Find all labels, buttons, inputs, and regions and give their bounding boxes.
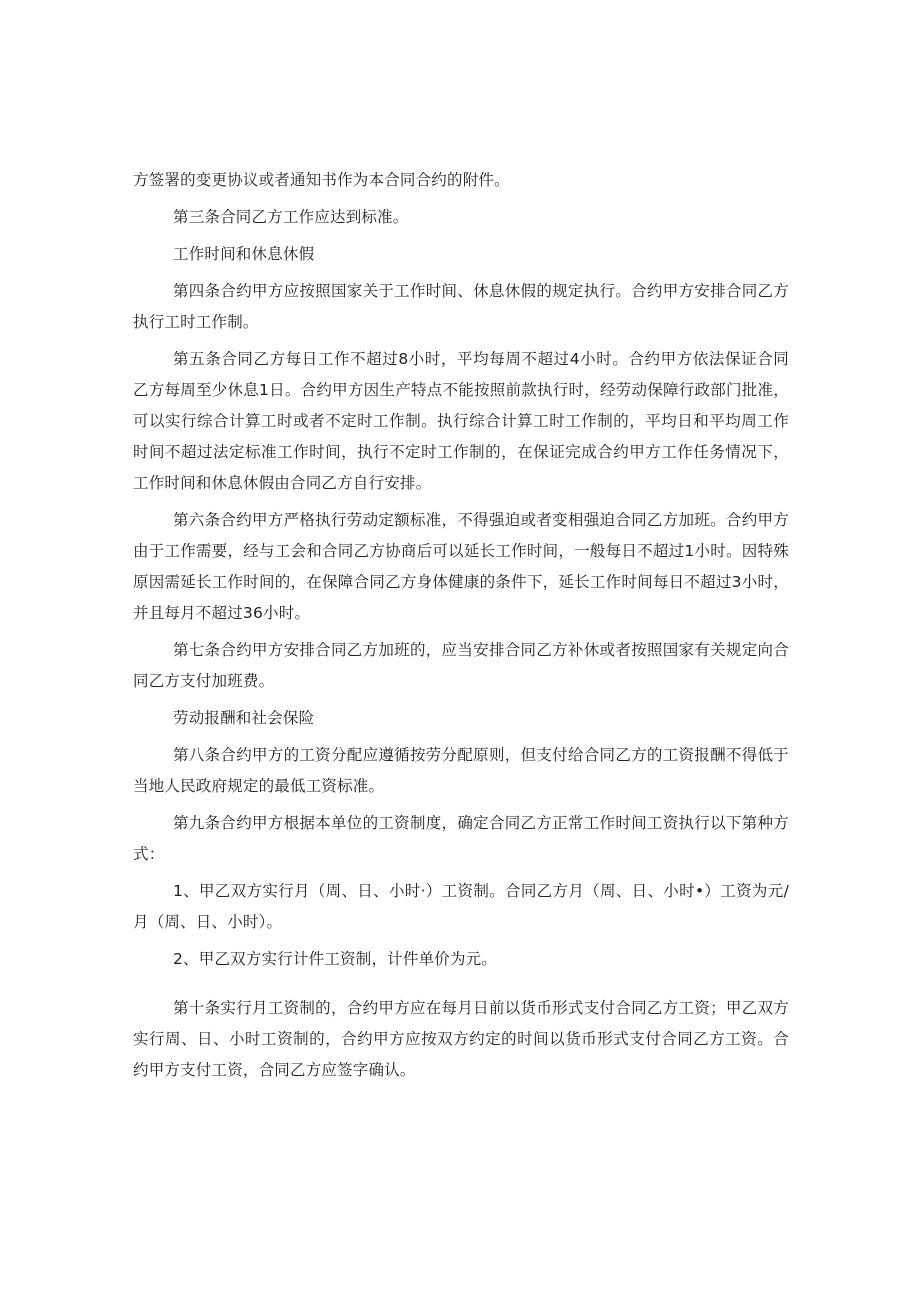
list-item-option-2: 2、甲乙双方实行计件工资制，计件单价为元。: [173, 950, 498, 968]
paragraph-article-3: 第三条合同乙方工作应达到标准。: [173, 208, 409, 226]
paragraph-continuation: 方签署的变更协议或者通知书作为本合同合约的附件。: [133, 171, 510, 189]
paragraph-article-7: 第七条合约甲方安排合同乙方加班的，应当安排合同乙方补休或者按照国家有关规定向合同乙方支付加班费。: [133, 641, 789, 690]
document-body: [133, 165, 789, 1092]
section-heading-remuneration: 劳动报酬和社会保险: [173, 709, 315, 727]
paragraph-article-4: 第四条合约甲方应按照国家关于工作时间、休息休假的规定执行。合约甲方安排合同乙方执行工时工作制。: [133, 282, 789, 331]
paragraph-article-5: 第五条合同乙方每日工作不超过8小时，平均每周不超过4小时。合约甲方依法保证合同乙方每周至少休息1日。合约甲方因生产特点不能按照前款执行时，经劳动保障行政部门批准，可以实行综合计算工时或者不定时工作制。执行综合计算工时工作制的，平均日和平均周工作时间不超过法定标准工作时间，执行不定时工作制的，在保证完成合约甲方工作任务情况下，工作时间和休息休假由合同乙方自行安排。: [133, 350, 789, 492]
paragraph-article-8: 第八条合约甲方的工资分配应遵循按劳分配原则，但支付给合同乙方的工资报酬不得低于当地人民政府规定的最低工资标准。: [133, 746, 789, 795]
section-heading-working-hours: 工作时间和休息休假: [173, 245, 315, 263]
paragraph-article-10: 第十条实行月工资制的，合约甲方应在每月日前以货币形式支付合同乙方工资；甲乙双方实行周、日、小时工资制的，合约甲方应按双方约定的时间以货币形式支付合同乙方工资。合约甲方支付工资，合同乙方应签字确认。: [133, 999, 789, 1079]
paragraph-article-9: 第九条合约甲方根据本单位的工资制度，确定合同乙方正常工作时间工资执行以下第种方式：: [133, 814, 789, 863]
paragraph-article-6: 第六条合约甲方严格执行劳动定额标准，不得强迫或者变相强迫合同乙方加班。合约甲方由于工作需要，经与工会和合同乙方协商后可以延长工作时间，一般每日不超过1小时。因特殊原因需延长工作时间的，在保障合同乙方身体健康的条件下，延长工作时间每日不超过3小时，并且每月不超过36小时。: [133, 511, 789, 622]
list-item-option-1: 1、甲乙双方实行月（周、日、小时·）工资制。合同乙方月（周、日、小时•）工资为元/月（周、日、小时）。: [133, 882, 789, 931]
